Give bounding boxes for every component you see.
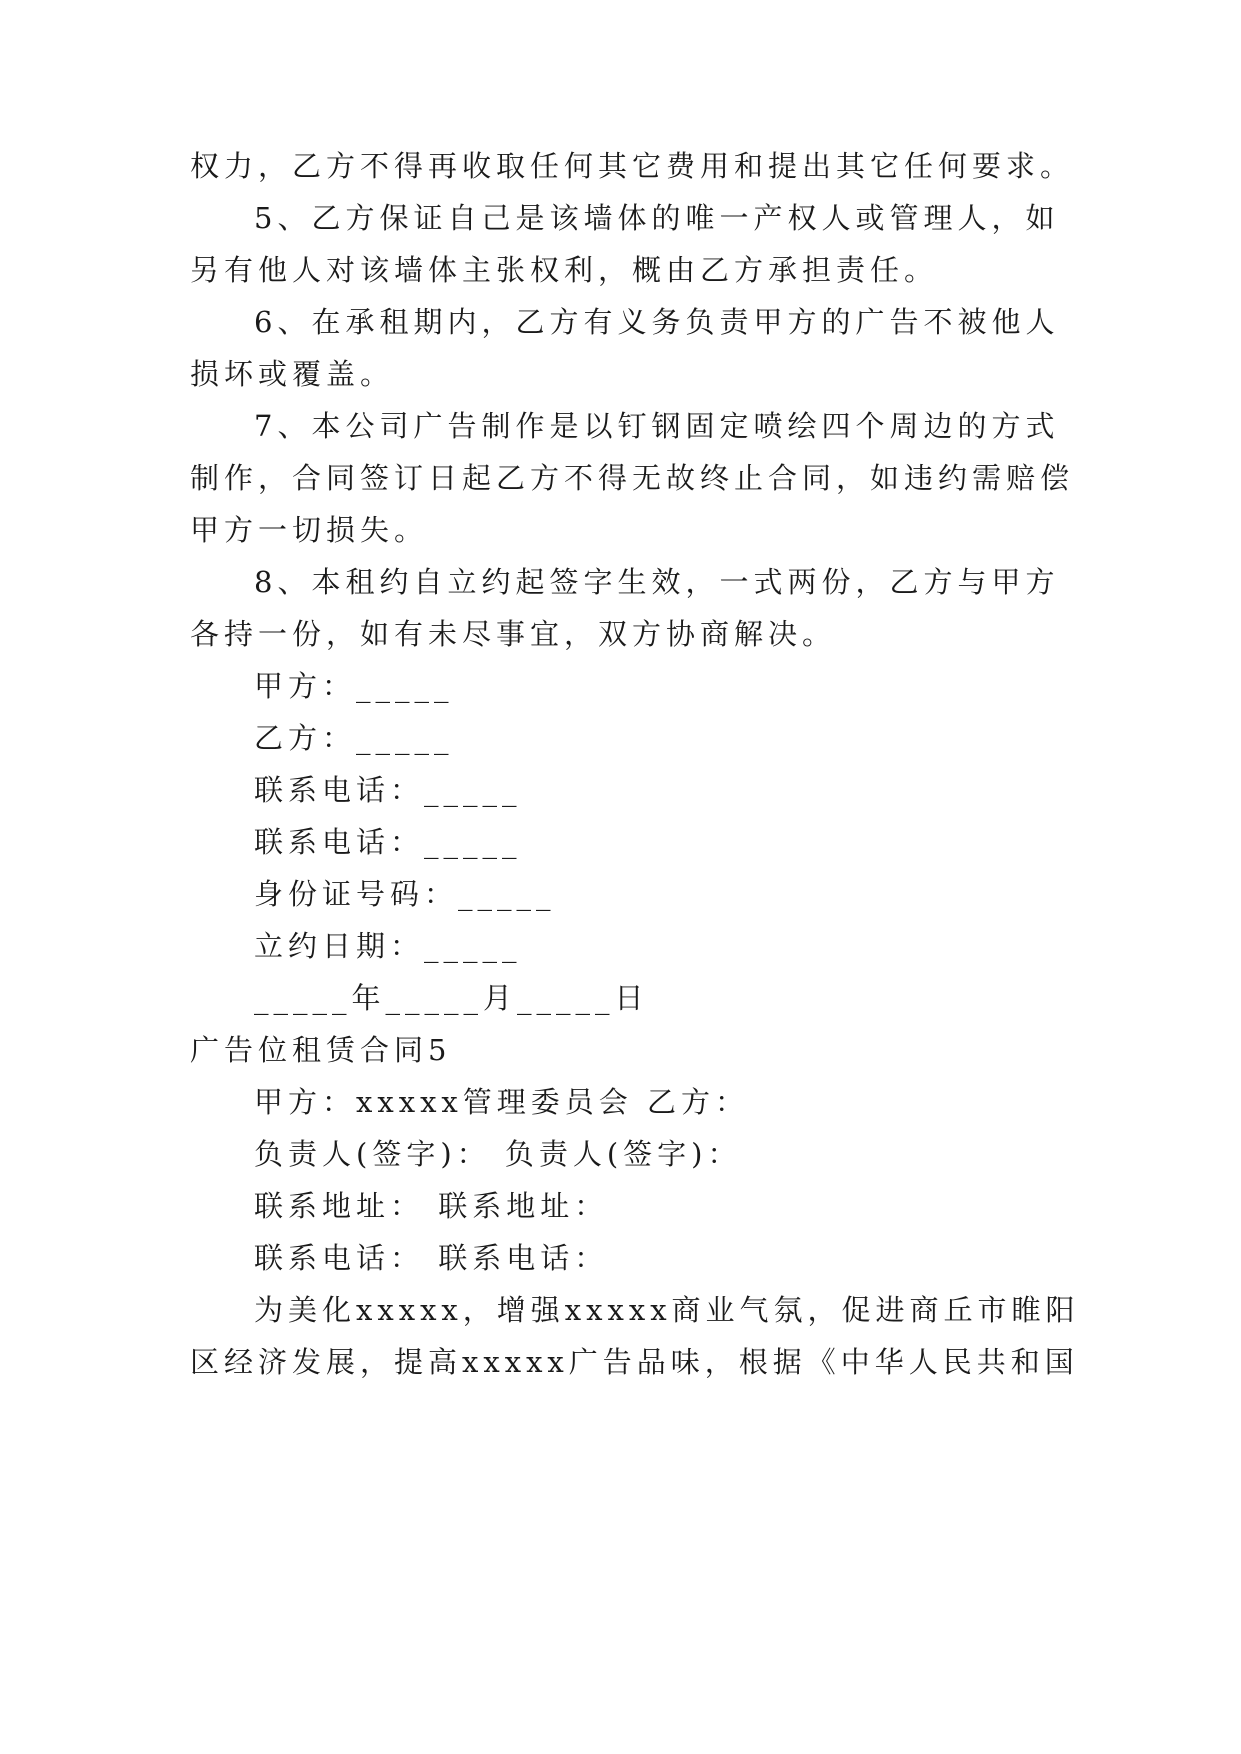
clause-6: 6、在承租期内，乙方有义务负责甲方的广告不被他人 xyxy=(254,305,1060,339)
signatories-line: 负责人(签字)： 负责人(签字)： xyxy=(254,1137,742,1171)
paragraph-line: 损坏或覆盖。 xyxy=(190,357,395,391)
paragraph-line: 各持一份，如有未尽事宜，双方协商解决。 xyxy=(190,617,837,651)
preamble-line: 为美化xxxxx，增强xxxxx商业气氛，促进商丘市睢阳 xyxy=(254,1293,1080,1327)
paragraph-line: 权力，乙方不得再收取任何其它费用和提出其它任何要求。 xyxy=(190,149,1075,183)
contract-title: 广告位租赁合同5 xyxy=(190,1033,452,1067)
clause-5: 5、乙方保证自己是该墙体的唯一产权人或管理人，如 xyxy=(254,201,1060,235)
paragraph-line: 制作，合同签订日起乙方不得无故终止合同，如违约需赔偿 xyxy=(190,461,1075,495)
paragraph-line: 甲方一切损失。 xyxy=(190,513,429,547)
address-line: 联系地址： 联系地址： xyxy=(254,1189,609,1223)
paragraph-line: 另有他人对该墙体主张权利，概由乙方承担责任。 xyxy=(190,253,939,287)
party-b-field: 乙方：_____ xyxy=(254,721,454,755)
party-a-field: 甲方：_____ xyxy=(254,669,454,703)
clause-7: 7、本公司广告制作是以钉钢固定喷绘四个周边的方式 xyxy=(254,409,1060,443)
clause-8: 8、本租约自立约起签字生效，一式两份，乙方与甲方 xyxy=(254,565,1060,599)
phone-line: 联系电话： 联系电话： xyxy=(254,1241,609,1275)
paragraph-line: 区经济发展，提高xxxxx广告品味，根据《中华人民共和国 xyxy=(190,1345,1079,1379)
contract-date-field: 立约日期：_____ xyxy=(254,929,522,963)
phone-field: 联系电话：_____ xyxy=(254,773,522,807)
date-blanks: _____年_____月_____日 xyxy=(254,981,649,1015)
parties-line: 甲方：xxxxx管理委员会 乙方： xyxy=(254,1085,749,1119)
id-number-field: 身份证号码：_____ xyxy=(254,877,556,911)
phone-field: 联系电话：_____ xyxy=(254,825,522,859)
